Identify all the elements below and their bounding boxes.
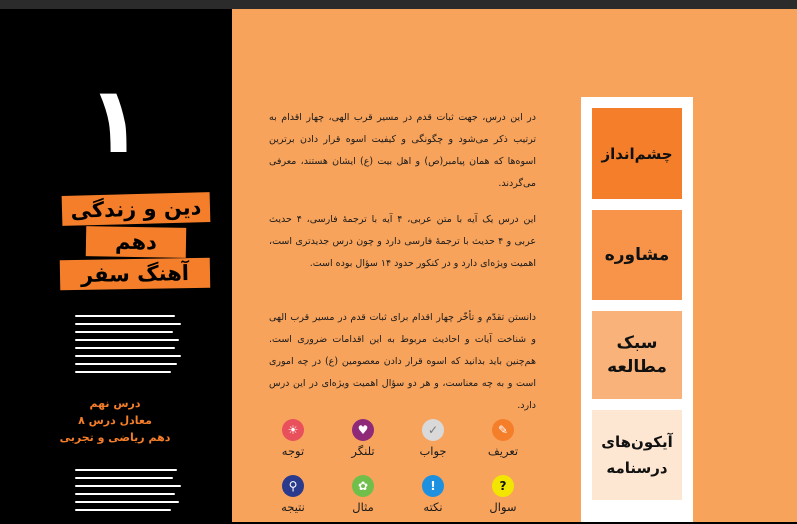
legend-item-question: [466, 475, 540, 514]
legend-label: تعریف: [487, 444, 519, 458]
legend-label: نتیجه: [281, 500, 305, 514]
legend-item-definition: [466, 419, 540, 458]
legend-label: نکته: [423, 500, 443, 514]
heart-icon: ♥: [352, 419, 374, 441]
legend-label: مثال: [352, 500, 374, 514]
legend-item-attention: [256, 419, 330, 458]
legend-label: سوال: [489, 500, 517, 514]
tab-study-style[interactable]: سبک مطالعه: [592, 311, 682, 399]
lesson-number: ۱: [86, 67, 144, 174]
lesson-info-line-3: دهم ریاضی و تجربی: [59, 431, 171, 444]
top-bar: [0, 0, 797, 9]
tab-perspective[interactable]: چشم‌انداز: [592, 108, 682, 199]
bulb-icon: ☀: [282, 419, 304, 441]
check-icon: ✓: [422, 419, 444, 441]
lesson-info: [40, 395, 190, 446]
tab-lesson-icons[interactable]: آیکون‌های درسنامه: [592, 410, 682, 500]
legend-item-note: [396, 475, 470, 514]
icon-legend: [280, 419, 540, 524]
leaf-icon: ✿: [352, 475, 374, 497]
cover-panel: [0, 9, 232, 522]
section-nav: [581, 97, 693, 522]
pen-icon: ✎: [492, 419, 514, 441]
tab-counseling[interactable]: مشاوره: [592, 210, 682, 300]
paragraph-overview: در این درس، جهت ثبات قدم در مسیر قرب الهی، چهار اقدام به ترتیب ذکر می‌شود و چگونگی و کیفیت اسوه قرار دادن برترین اسوه‌ها که همان پیامبر(ص) و اهل بیت (ع) ایشان هستند، معرفی می‌گردند.: [269, 112, 536, 189]
content-panel: [232, 9, 797, 522]
legend-label: توجه: [281, 444, 305, 458]
legend-item-example: [326, 475, 400, 514]
question-icon: ?: [492, 475, 514, 497]
legend-item-nudge: [326, 419, 400, 458]
decorative-lines-top: [75, 315, 185, 379]
legend-item-result: [256, 475, 330, 514]
paragraph-study-style: دانستن تقدّم و تأخّر چهار اقدام برای ثبات قدم در مسیر قرب الهی و شناخت آیات و احادیث مربوط به این اقدامات ضروری است. هم‌چنین باید بدانید که اسوه قرار دادن معصومین (ع) در چه اموری است و به چه معناست، و هر دو سؤال اهمیت ویژه‌ای در این درس دارد.: [269, 312, 536, 411]
search-icon: ⚲: [282, 475, 304, 497]
lesson-info-line-1: درس نهم: [89, 397, 141, 410]
legend-item-answer: [396, 419, 470, 458]
cover-title-line-1: دین و زندگی: [62, 192, 211, 226]
legend-label: جواب: [419, 444, 447, 458]
decorative-lines-bottom: [75, 469, 185, 517]
exclamation-icon: !: [422, 475, 444, 497]
legend-label: تلنگر: [351, 444, 375, 458]
paragraph-counseling: این درس یک آیه با متن عربی، ۴ آیه با ترجمهٔ فارسی، ۴ حدیث عربی و ۴ حدیث با ترجمهٔ فارسی دارد و چون درس جدیدتری است، اهمیت ویژه‌ای دارد و در کنکور حدود ۱۴ سؤال بوده است.: [269, 214, 537, 269]
lesson-info-line-2: معادل درس ۸: [78, 414, 152, 427]
cover-title-line-2: دهم: [86, 226, 187, 258]
cover-title-line-3: آهنگ سفر: [60, 258, 211, 291]
